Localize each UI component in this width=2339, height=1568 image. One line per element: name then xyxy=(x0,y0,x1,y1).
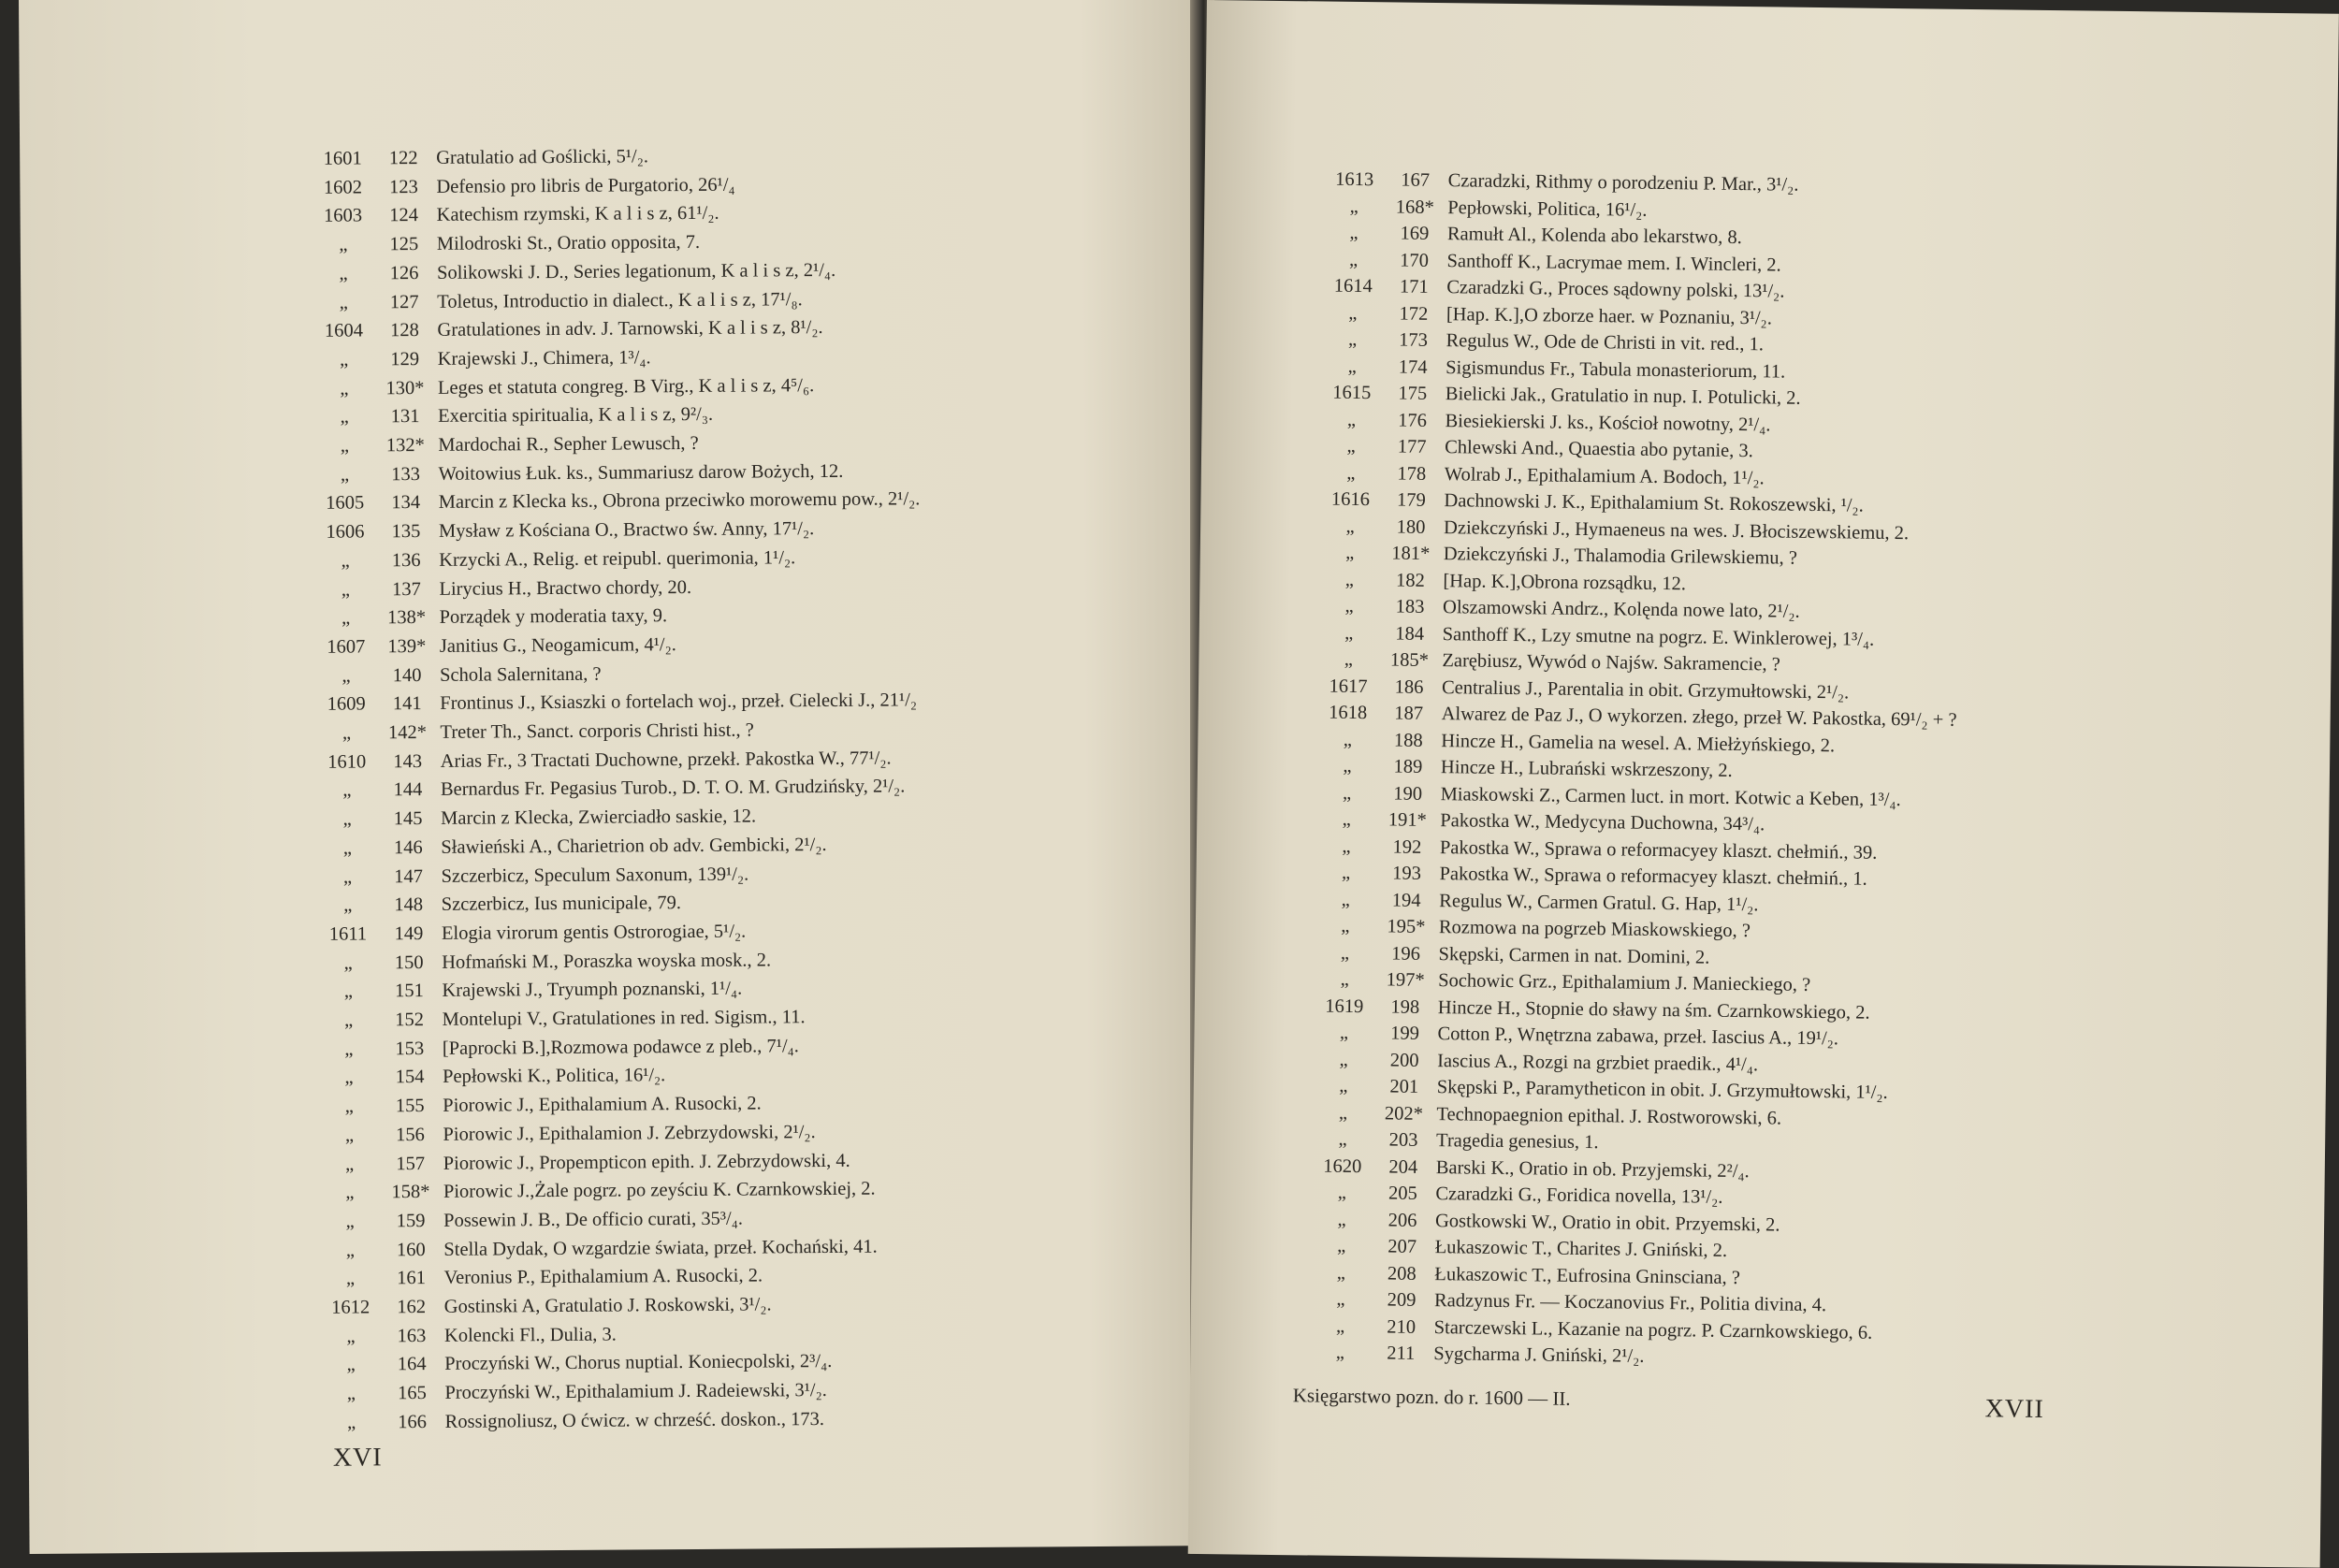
entry-number: 126 xyxy=(389,262,419,284)
entry-number: 186 xyxy=(1394,676,1424,698)
entry-number: 168* xyxy=(1395,196,1434,218)
entry-year: „ xyxy=(341,607,351,629)
entry-year: „ xyxy=(343,952,353,974)
entry-number: 128 xyxy=(390,320,419,341)
entry-year: „ xyxy=(1341,915,1350,936)
entry-number: 176 xyxy=(1398,410,1428,431)
entry-text: Mysław z Kościana O., Bractwo św. Anny, 17¹/₂. xyxy=(438,518,815,542)
entry-text: Krzycki A., Relig. et reipubl. querimonia, 1¹/₂. xyxy=(439,547,796,571)
entry-text: Marcin z Klecka, Zwierciadło saskie, 12. xyxy=(441,806,757,829)
entry-number: 155 xyxy=(395,1096,425,1117)
entry-number: 123 xyxy=(388,176,418,197)
entry-year: 1607 xyxy=(327,636,366,658)
entry-year: 1613 xyxy=(1335,168,1374,191)
entry-text: Sygcharma J. Gniński, 2¹/₂. xyxy=(1433,1343,1645,1367)
entry-year: „ xyxy=(345,1154,355,1175)
entry-number: 208 xyxy=(1387,1262,1416,1285)
entry-text: Barski K., Oratio in ob. Przyjemski, 2²/₄. xyxy=(1435,1156,1750,1182)
entry-year: „ xyxy=(346,1412,356,1433)
entry-number: 131 xyxy=(390,406,420,428)
entry-year: „ xyxy=(344,1038,354,1060)
entry-text: Elogia virorum gentis Ostrorogiae, 5¹/₂. xyxy=(441,921,747,944)
footer-note: Księgarstwo pozn. do r. 1600 — II. xyxy=(1292,1384,1571,1410)
entry-year: „ xyxy=(346,1383,356,1404)
entry-number: 144 xyxy=(393,779,423,801)
entry-number: 163 xyxy=(397,1325,427,1346)
entry-text: Piorowic J., Epithalamion J. Zebrzydowski, 2¹/₂. xyxy=(443,1121,816,1145)
entry-text: Radzynus Fr. — Koczanovius Fr., Politia divina, 4. xyxy=(1433,1290,1827,1316)
entry-number: 189 xyxy=(1393,756,1423,777)
entry-year: „ xyxy=(1341,862,1351,883)
entry-number: 129 xyxy=(390,348,420,370)
entry-number: 138* xyxy=(387,607,427,629)
entry-text: Dachnowski J. K., Epithalamium St. Rokoszewski, ¹/₂. xyxy=(1444,490,1864,516)
entry-year: „ xyxy=(339,263,348,284)
entry-year: „ xyxy=(344,1096,354,1117)
entry-text: Veronius P., Epithalamium A. Rusocki, 2. xyxy=(443,1265,763,1289)
entry-year: „ xyxy=(342,866,353,888)
entry-text: [Paprocki B.],Rozmowa podawce z pleb., 7¹/₄. xyxy=(442,1035,799,1059)
entry-text: Skępski, Carmen in nat. Domini, 2. xyxy=(1438,943,1710,968)
entry-number: 181* xyxy=(1391,543,1431,564)
left-page xyxy=(19,0,1209,1554)
entry-text: Milodroski St., Oratio opposita, 7. xyxy=(436,232,701,254)
entry-text: Iascius A., Rozgi na grzbiet praedik., 4¹/₄. xyxy=(1437,1050,1759,1075)
entry-text: Hincze H., Stopnie do sławy na śm. Czarnkowskiego, 2. xyxy=(1437,996,1870,1024)
entry-text: Piorowic J., Epithalamium A. Rusocki, 2. xyxy=(443,1093,762,1116)
entry-number: 161 xyxy=(397,1268,427,1289)
entry-number: 167 xyxy=(1401,169,1431,191)
entry-text: Tragedia genesius, 1. xyxy=(1435,1130,1599,1154)
entry-year: „ xyxy=(345,1240,355,1261)
entry-text: Bielicki Jak., Gratulatio in nup. I. Potulicki, 2. xyxy=(1445,384,1801,409)
entry-year: 1618 xyxy=(1329,702,1368,724)
entry-number: 204 xyxy=(1388,1155,1418,1178)
entry-text: [Hap. K.],Obrona rozsądku, 12. xyxy=(1443,570,1687,594)
entry-number: 146 xyxy=(393,836,423,859)
entry-text: Kolencki Fl., Dulia, 3. xyxy=(443,1324,617,1346)
entry-year: „ xyxy=(1346,409,1357,430)
entry-number: 154 xyxy=(395,1067,425,1088)
entry-year: „ xyxy=(342,808,352,830)
entry-year: „ xyxy=(345,1211,355,1232)
entry-year: 1610 xyxy=(327,751,367,773)
entry-number: 134 xyxy=(391,492,421,514)
entry-year: „ xyxy=(339,292,348,313)
entry-year: „ xyxy=(1344,622,1354,644)
entry-text: Łukaszowic T., Charites J. Gniński, 2. xyxy=(1434,1237,1728,1261)
entry-text: Hofmański M., Poraszka woyska mosk., 2. xyxy=(442,950,772,973)
entry-number: 197* xyxy=(1386,969,1425,991)
entry-year: „ xyxy=(1339,1049,1348,1070)
entry-year: „ xyxy=(1346,435,1356,457)
entry-number: 143 xyxy=(393,750,423,772)
entry-text: Cotton P., Wnętrzna zabawa, przeł. Iascius A., 19¹/₂. xyxy=(1437,1024,1839,1050)
entry-text: Treter Th., Sanct. corporis Christi hist., ? xyxy=(440,719,754,743)
entry-year: „ xyxy=(1348,302,1358,324)
entry-text: Katechism rzymski, K a l i s z, 61¹/₂. xyxy=(436,203,719,226)
entry-number: 127 xyxy=(389,291,419,312)
entry-number: 185* xyxy=(1389,649,1430,671)
entry-text: Schola Salernitana, ? xyxy=(439,663,602,686)
entry-year: 1612 xyxy=(331,1297,370,1318)
entry-number: 206 xyxy=(1387,1209,1417,1231)
entry-text: Marcin z Klecka ks., Obrona przeciwko morowemu pow., 2¹/₂. xyxy=(438,488,921,514)
entry-number: 183 xyxy=(1395,596,1425,617)
entry-number: 207 xyxy=(1387,1236,1417,1257)
entry-number: 209 xyxy=(1387,1289,1416,1311)
entry-year: 1609 xyxy=(327,693,366,716)
entry-number: 172 xyxy=(1399,303,1429,325)
entry-year: „ xyxy=(346,1354,356,1375)
entry-number: 140 xyxy=(392,664,422,686)
entry-number: 192 xyxy=(1392,835,1422,858)
entry-number: 174 xyxy=(1398,356,1428,378)
entry-year: „ xyxy=(345,1268,356,1289)
entry-year: 1606 xyxy=(326,521,365,543)
page-number: XVII xyxy=(1984,1394,2044,1425)
entry-year: 1615 xyxy=(1332,382,1372,404)
entry-number: 177 xyxy=(1397,436,1427,457)
entry-year: 1601 xyxy=(323,148,362,169)
entry-text: Dziekczyński J., Hymaeneus na wes. J. Błociszewskiemu, 2. xyxy=(1443,516,1910,544)
entry-year: „ xyxy=(1337,1209,1346,1230)
entry-year: „ xyxy=(341,722,352,744)
entry-text: Gostinski A, Gratulatio J. Roskowski, 3¹/₂. xyxy=(443,1294,772,1317)
entry-text: Piorowic J.,Żale pogrz. po zeyściu K. Czarnkowskiej, 2. xyxy=(443,1178,876,1203)
entry-text: Woitowius Łuk. ks., Summariusz darow Bożych, 12. xyxy=(438,460,844,485)
entry-text: Sochowic Grz., Epithalamium J. Manieckiego, ? xyxy=(1438,970,1811,995)
entry-number: 193 xyxy=(1392,863,1422,884)
entry-text: Pakostka W., Medycyna Duchowna, 34³/₄. xyxy=(1440,810,1765,835)
entry-year: „ xyxy=(341,579,351,601)
entry-number: 149 xyxy=(394,922,424,945)
entry-text: Starczewski L., Kazanie na pogrz. P. Czarnkowskiego, 6. xyxy=(1433,1316,1873,1343)
entry-text: Czaradzki G., Foridica novella, 13¹/₂. xyxy=(1435,1183,1723,1208)
entry-year: „ xyxy=(1347,356,1357,377)
entry-number: 195* xyxy=(1387,916,1426,937)
entry-number: 139* xyxy=(387,635,427,658)
entry-text: Possewin J. B., De officio curati, 35³/₄. xyxy=(443,1208,744,1231)
entry-text: Sławieński A., Charietrion ob adv. Gembicki, 2¹/₂. xyxy=(441,834,827,858)
entry-text: Porządek y moderatia taxy, 9. xyxy=(439,605,668,629)
entry-year: „ xyxy=(344,1067,354,1088)
entry-year: „ xyxy=(1345,542,1355,563)
entry-number: 137 xyxy=(391,578,421,600)
entry-text: Krajewski J., Tryumph poznanski, 1¹/₄. xyxy=(442,978,743,1002)
entry-text: Gratulationes in adv. J. Tarnowski, K a l i s z, 8¹/₂. xyxy=(437,317,823,341)
entry-year: „ xyxy=(339,234,348,255)
entry-text: Toletus, Introductio in dialect., K a l i s z, 17¹/₈. xyxy=(437,288,803,312)
entry-number: 169 xyxy=(1400,223,1430,244)
entry-text: Ramułt Al., Kolenda abo lekarstwo, 8. xyxy=(1446,224,1742,249)
entry-number: 205 xyxy=(1387,1183,1417,1204)
entry-text: Leges et statuta congreg. B Virg., K a l i s z, 4⁵/₆. xyxy=(437,374,815,399)
entry-text: Proczyński W., Chorus nuptial. Koniecpolski, 2³/₄. xyxy=(444,1351,833,1375)
entry-text: Frontinus J., Ksiaszki o fortelach woj., przeł. Cielecki J., 21¹/₂ xyxy=(440,690,918,715)
entry-number: 124 xyxy=(389,205,419,226)
entry-number: 198 xyxy=(1390,995,1420,1018)
entry-text: Gratulatio ad Goślicki, 5¹/₂. xyxy=(436,146,649,168)
entry-number: 165 xyxy=(397,1383,427,1404)
entry-text: Exercitia spiritualia, K a l i s z, 9²/₃. xyxy=(438,404,714,428)
entry-number: 151 xyxy=(394,980,424,1002)
entry-text: Chlewski And., Quaestia abo pytanie, 3. xyxy=(1445,437,1753,462)
entry-number: 152 xyxy=(395,1009,425,1031)
entry-year: 1616 xyxy=(1330,488,1371,511)
entry-number: 199 xyxy=(1390,1023,1420,1044)
entry-number: 182 xyxy=(1395,570,1425,591)
entry-number: 166 xyxy=(398,1411,428,1433)
entry-text: Szczerbicz, Ius municipale, 79. xyxy=(441,893,681,916)
entry-text: Bernardus Fr. Pegasius Turob., D. T. O. M. Grudzińsky, 2¹/₂. xyxy=(440,776,906,801)
entry-number: 164 xyxy=(397,1354,427,1375)
entry-year: „ xyxy=(1335,1342,1345,1363)
entry-year: „ xyxy=(340,349,349,370)
entry-year: „ xyxy=(1342,782,1352,804)
entry-year: „ xyxy=(1347,328,1358,350)
entry-number: 200 xyxy=(1389,1049,1419,1071)
entry-text: Gostkowski W., Oratio in obit. Przyemski, 2. xyxy=(1434,1210,1780,1236)
entry-year: „ xyxy=(342,837,352,859)
entry-text: [Hap. K.],O zborze haer. w Poznaniu, 3¹/₂. xyxy=(1446,303,1773,328)
entry-year: 1619 xyxy=(1325,995,1364,1017)
entry-number: 147 xyxy=(394,865,424,887)
entry-year: „ xyxy=(1343,729,1353,750)
entry-number: 196 xyxy=(1391,942,1421,965)
right-page xyxy=(1188,0,2339,1568)
entry-number: 159 xyxy=(396,1210,426,1232)
entry-text: Regulus W., Carmen Gratul. G. Hap, 1¹/₂. xyxy=(1439,890,1759,915)
entry-number: 122 xyxy=(388,148,418,169)
entry-text: Skępski P., Paramytheticon in obit. J. Grzymułtowski, 1¹/₂. xyxy=(1436,1077,1888,1103)
entry-year: 1617 xyxy=(1329,675,1368,697)
entry-text: Regulus W., Ode de Christi in vit. red., 1. xyxy=(1446,330,1765,356)
entry-year: „ xyxy=(1339,1075,1348,1096)
entry-number: 187 xyxy=(1394,703,1424,724)
entry-year: „ xyxy=(341,550,350,572)
entry-number: 210 xyxy=(1387,1315,1416,1338)
entry-number: 133 xyxy=(391,463,420,485)
entry-text: Biesiekierski J. ks., Kościoł nowotny, 2¹/₄. xyxy=(1445,410,1771,435)
entry-number: 157 xyxy=(396,1153,426,1174)
entry-year: „ xyxy=(1348,249,1358,270)
entry-year: „ xyxy=(342,779,352,801)
entry-year: „ xyxy=(1338,1128,1347,1150)
entry-year: „ xyxy=(344,1125,355,1146)
entry-year: „ xyxy=(1349,196,1358,217)
entry-text: Solikowski J. D., Series legationum, K a l i s z, 2¹/₄. xyxy=(436,259,836,283)
entry-number: 145 xyxy=(393,808,423,830)
entry-text: Lirycius H., Bractwo chordy, 20. xyxy=(439,576,692,600)
entry-number: 202* xyxy=(1384,1102,1424,1125)
entry-text: Santhoff K., Lacrymae mem. I. Wincleri, 2. xyxy=(1446,250,1781,276)
entry-text: Technopaegnion epithal. J. Rostworowski, 6. xyxy=(1436,1103,1782,1129)
entry-number: 184 xyxy=(1395,623,1425,645)
entry-year: „ xyxy=(1346,462,1356,484)
entry-text: Czaradzki, Rithmy o porodzeniu P. Mar., 3¹/₂. xyxy=(1447,170,1799,196)
entry-number: 148 xyxy=(394,894,424,916)
entry-year: „ xyxy=(1339,1022,1349,1043)
entry-year: „ xyxy=(1349,222,1358,243)
entry-number: 201 xyxy=(1389,1076,1419,1097)
entry-number: 178 xyxy=(1397,463,1427,485)
page-number: XVI xyxy=(332,1443,383,1473)
entry-text: Rossignoliusz, O ćwicz. w chrześć. doskon., 173. xyxy=(444,1408,825,1432)
entry-text: Pepłowski, Politica, 16¹/₂. xyxy=(1447,196,1648,221)
entry-year: „ xyxy=(340,378,349,399)
entry-number: 203 xyxy=(1388,1129,1418,1151)
entry-text: Centralius J., Parentalia in obit. Grzymułtowski, 2¹/₂. xyxy=(1441,676,1850,703)
entry-text: Hincze H., Lubrański wskrzeszony, 2. xyxy=(1440,757,1733,781)
entry-year: „ xyxy=(345,1182,355,1203)
entry-year: „ xyxy=(343,1009,354,1031)
entry-year: 1604 xyxy=(324,320,364,341)
entry-number: 153 xyxy=(395,1038,425,1059)
entry-text: Montelupi V., Gratulationes in red. Sigism., 11. xyxy=(442,1007,806,1030)
entry-text: Mardochai R., Sepher Lewusch, ? xyxy=(438,432,699,456)
entry-text: Miaskowski Z., Carmen luct. in mort. Kotwic a Keben, 1³/₄. xyxy=(1440,783,1901,810)
entry-text: Alwarez de Paz J., O wykorzen. złego, przeł W. Pakostka, 69¹/₂ + ? xyxy=(1441,704,1957,731)
entry-number: 158* xyxy=(391,1182,430,1203)
entry-number: 132* xyxy=(385,434,425,457)
entry-year: „ xyxy=(1344,569,1355,590)
entry-number: 173 xyxy=(1399,329,1429,351)
entry-text: Pepłowski K., Politica, 16¹/₂. xyxy=(442,1065,666,1088)
entry-number: 160 xyxy=(396,1239,426,1260)
entry-text: Defensio pro libris de Purgatorio, 26¹/₄ xyxy=(436,174,735,197)
entry-year: „ xyxy=(1336,1288,1345,1310)
entry-year: 1611 xyxy=(328,923,368,945)
entry-number: 211 xyxy=(1387,1343,1416,1364)
entry-year: „ xyxy=(346,1326,356,1347)
entry-number: 162 xyxy=(397,1296,427,1318)
entry-number: 188 xyxy=(1393,730,1423,751)
entry-text: Janitius G., Neogamicum, 4¹/₂. xyxy=(439,634,676,657)
entry-text: Stella Dydak, O wzgardzie świata, przeł. Kochański, 41. xyxy=(443,1236,878,1260)
entry-text: Łukaszowic T., Eufrosina Gninsciana, ? xyxy=(1434,1263,1741,1288)
entry-year: „ xyxy=(340,464,350,486)
entry-year: „ xyxy=(1344,595,1354,617)
entry-number: 141 xyxy=(392,693,422,715)
entry-year: „ xyxy=(1338,1102,1348,1124)
entry-year: 1602 xyxy=(323,177,362,198)
entry-year: „ xyxy=(340,406,349,428)
entry-year: 1620 xyxy=(1323,1155,1362,1177)
entry-year: „ xyxy=(1340,968,1349,990)
entry-text: Zarębiusz, Wywód o Najśw. Sakramencie, ? xyxy=(1442,650,1780,675)
entry-number: 125 xyxy=(389,234,419,255)
entry-number: 130* xyxy=(385,377,425,399)
entry-year: „ xyxy=(1344,648,1354,670)
entry-number: 171 xyxy=(1399,276,1429,298)
entry-year: „ xyxy=(340,435,349,457)
entry-number: 136 xyxy=(391,549,421,572)
entry-text: Dziekczyński J., Thalamodia Grilewskiemu, ? xyxy=(1443,544,1798,569)
entry-year: „ xyxy=(1342,835,1351,857)
entry-text: Pakostka W., Sprawa o reformacyey klaszt. chełmiń., 1. xyxy=(1439,864,1867,890)
entry-text: Wolrab J., Epithalamium A. Bodoch, 1¹/₂. xyxy=(1444,463,1765,488)
entry-text: Arias Fr., 3 Tractati Duchowne, przekł. Pakostka W., 77¹/₂. xyxy=(440,748,892,772)
entry-year: „ xyxy=(1336,1262,1346,1284)
entry-text: Szczerbicz, Speculum Saxonum, 139¹/₂. xyxy=(441,864,749,887)
entry-text: Piorowic J., Propempticon epith. J. Zebrzydowski, 4. xyxy=(443,1150,850,1174)
entry-year: 1603 xyxy=(324,205,363,227)
entry-text: Krajewski J., Chimera, 1³/₄. xyxy=(437,347,651,370)
entry-text: Sigismundus Fr., Tabula monasteriorum, 11. xyxy=(1446,356,1786,383)
entry-number: 179 xyxy=(1396,489,1426,511)
entry-text: Pakostka W., Sprawa o reformacyey klaszt. chełmiń., 39. xyxy=(1439,836,1878,864)
entry-year: „ xyxy=(1342,808,1351,830)
entry-number: 194 xyxy=(1391,889,1421,911)
entry-number: 190 xyxy=(1393,782,1423,805)
entry-number: 156 xyxy=(396,1124,425,1146)
entry-text: Santhoff K., Lzy smutne na pogrz. E. Winklerowej, 1³/₄. xyxy=(1442,623,1875,650)
entry-number: 175 xyxy=(1398,383,1428,404)
entry-year: „ xyxy=(1340,942,1350,964)
entry-year: „ xyxy=(1337,1235,1346,1256)
entry-year: „ xyxy=(1335,1315,1345,1337)
entry-year: „ xyxy=(1341,889,1350,910)
entry-text: Olszamowski Andrz., Kolęnda nowe lato, 2¹/₂. xyxy=(1442,597,1800,622)
entry-text: Rozmowa na pogrzeb Miaskowskiego, ? xyxy=(1438,917,1751,942)
entry-number: 180 xyxy=(1396,516,1426,538)
entry-year: „ xyxy=(1345,515,1355,537)
entry-year: „ xyxy=(1337,1182,1347,1203)
entry-number: 135 xyxy=(391,521,421,543)
entry-year: „ xyxy=(341,665,351,687)
entry-number: 191* xyxy=(1387,809,1427,831)
entry-text: Hincze H., Gamelia na wesel. A. Miełżyńskiego, 2. xyxy=(1441,730,1836,756)
entry-year: „ xyxy=(1343,755,1352,777)
entry-number: 150 xyxy=(394,951,424,973)
entry-year: 1605 xyxy=(326,492,365,515)
entry-number: 170 xyxy=(1400,250,1430,271)
entry-number: 142* xyxy=(387,721,428,744)
entry-text: Proczyński W., Epithalamium J. Radeiewski, 3¹/₂. xyxy=(444,1380,827,1403)
entry-year: „ xyxy=(343,894,353,916)
entry-year: „ xyxy=(343,980,354,1002)
entry-text: Czaradzki G., Proces sądowny polski, 13¹/₂. xyxy=(1446,277,1785,302)
entry-year: 1614 xyxy=(1333,275,1373,298)
